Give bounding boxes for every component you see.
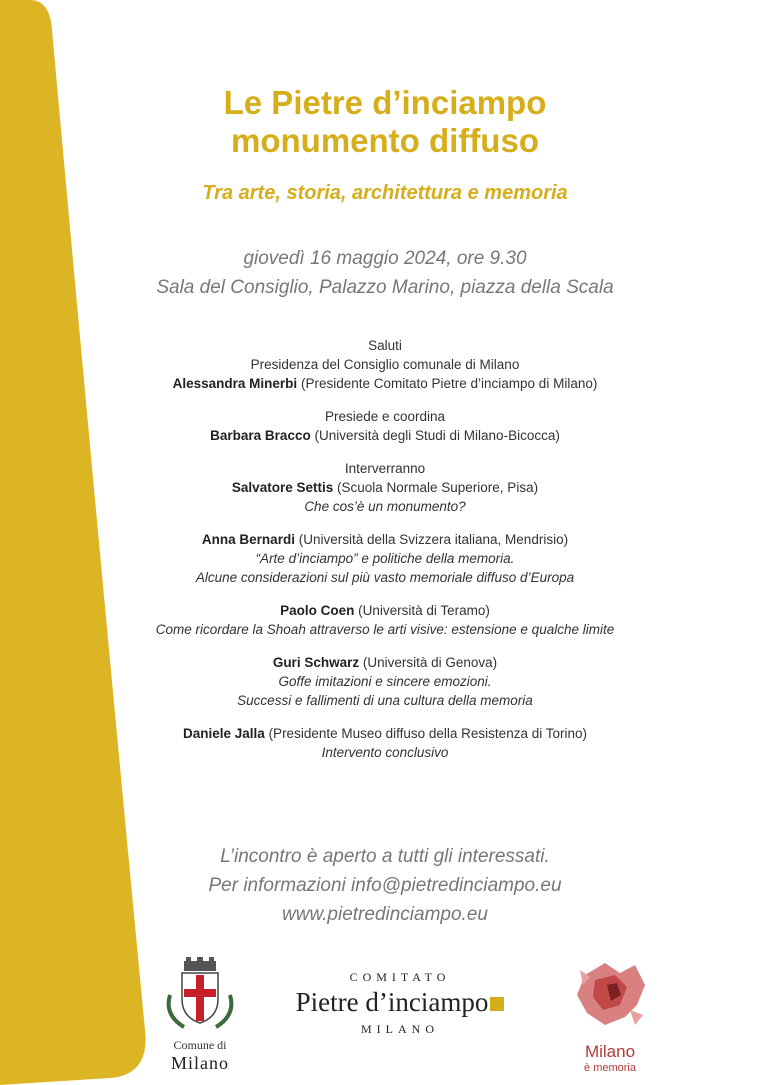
memoria-line-2: è memoria [584,1062,636,1074]
speaker-name: Barbara Bracco [210,428,311,443]
speaker-line [110,601,660,620]
speaker-line [110,374,660,393]
comune-di-milano-logo [160,955,240,1073]
program-presiede [110,407,660,445]
speaker-name: Alessandra Minerbi [172,376,298,391]
section-heading: Saluti [368,338,402,353]
program-line: Presidenza del Consiglio comunale di Milano [250,357,520,372]
comune-line-1: Comune di [173,1038,227,1052]
comitato-line-1: COMITATO [349,970,451,984]
program-talk [110,724,660,762]
contact-email: Per informazioni info@pietredinciampo.eu [208,875,562,896]
speaker-line [110,653,660,672]
speaker-affiliation: (Università degli Studi di Milano-Bicocca) [314,428,560,443]
program-talk [110,601,660,639]
event-title [110,84,660,160]
talk-title: Successi e fallimenti di una cultura della memoria [237,693,533,708]
program [110,336,660,776]
closing-info [110,842,660,929]
section-heading: Interverranno [344,461,426,476]
talk-title: Come ricordare la Shoah attraverso le arti visive: estensione e qualche limite [155,622,615,637]
speaker-affiliation: (Presidente Comitato Pietre d’inciampo di Milano) [300,376,598,391]
footer-logos [150,955,670,1075]
program-saluti [110,336,660,393]
closing-line: L’incontro è aperto a tutti gli interessati. [220,846,550,867]
milano-e-memoria-logo [560,955,660,1074]
speaker-name: Salvatore Settis [231,480,334,495]
talk-title: Intervento conclusivo [321,745,449,760]
section-heading: Presiede e coordina [324,409,446,424]
speaker-affiliation: (Presidente Museo diffuso della Resistenza di Torino) [268,726,587,741]
speaker-name: Anna Bernardi [201,532,295,547]
program-talk [110,530,660,587]
speaker-affiliation: (Università di Teramo) [358,603,490,618]
talk-title: Goffe imitazioni e sincere emozioni. [278,674,492,689]
speaker-line [110,426,660,445]
talk-title: “Arte d’inciampo” e politiche della memoria. [255,551,515,566]
milano-memoria-emblem-icon [565,955,655,1035]
speaker-name: Paolo Coen [280,603,355,618]
memoria-line-1: Milano [584,1042,636,1061]
title-line-1: Le Pietre d’inciampo [223,84,547,121]
speaker-name: Guri Schwarz [272,655,360,670]
speaker-line [110,724,660,743]
speaker-affiliation: (Università di Genova) [362,655,498,670]
speaker-line [110,478,660,497]
comitato-pietre-logo [260,970,540,1037]
event-venue: Sala del Consiglio, Palazzo Marino, piazza della Scala [156,277,614,298]
comitato-line-3: MILANO [361,1022,439,1036]
event-info [110,244,660,302]
speaker-affiliation: (Università della Svizzera italiana, Mendrisio) [298,532,569,547]
speaker-name: Daniele Jalla [182,726,265,741]
program-interverranno [110,459,660,516]
city-crest-icon [160,955,240,1031]
stone-square-icon [490,997,504,1011]
speaker-affiliation: (Scuola Normale Superiore, Pisa) [336,480,539,495]
talk-title: Che cos’è un monumento? [304,499,466,514]
talk-title: Alcune considerazioni sul più vasto memoriale diffuso d’Europa [195,570,575,585]
comitato-line-2: Pietre d’inciampo [260,987,540,1018]
title-line-2: monumento diffuso [231,122,539,159]
comune-line-2: Milano [171,1053,229,1073]
website-link: www.pietredinciampo.eu [282,904,488,925]
event-subtitle: Tra arte, storia, architettura e memoria [202,182,568,204]
event-date: giovedì 16 maggio 2024, ore 9.30 [243,248,527,269]
program-talk [110,653,660,710]
speaker-line [110,530,660,549]
